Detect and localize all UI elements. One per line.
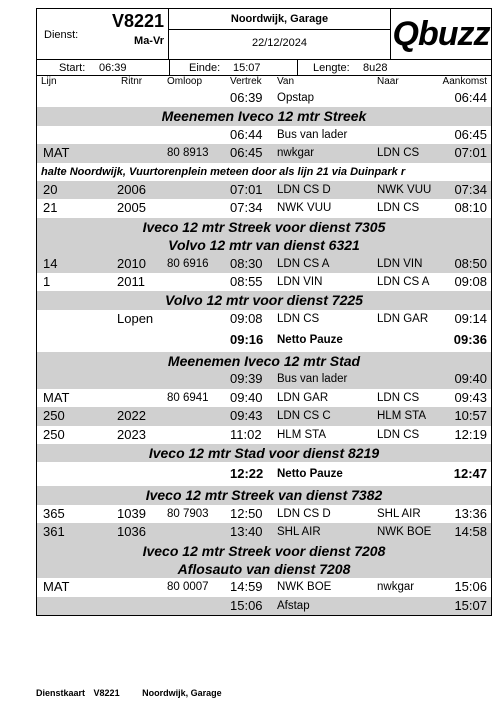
cell-naar: LDN GAR	[377, 312, 429, 325]
cell-aankomst: 14:58	[454, 524, 487, 540]
cell-omloop: 80 8913	[167, 147, 209, 160]
cell-aankomst: 06:45	[454, 126, 487, 142]
cell-aankomst: 13:36	[454, 505, 487, 521]
trip-row	[37, 426, 491, 444]
cell-ritnr: 1039	[117, 505, 146, 521]
cell-naar: LDN VIN	[377, 257, 423, 270]
cell-van: LDN GAR	[277, 391, 329, 404]
cell-lijn: 1	[43, 273, 51, 289]
cell-ritnr: 2010	[117, 255, 146, 271]
cell-van: LDN CS D	[277, 183, 331, 196]
end-label: Einde:	[189, 62, 221, 74]
cell-van: nwkgar	[277, 147, 315, 160]
pause-start: 12:22	[230, 466, 264, 482]
cell-aankomst: 07:34	[454, 181, 487, 197]
pause-start: 09:16	[230, 332, 264, 348]
cell-vertrek: 07:34	[230, 200, 263, 216]
cell-van: Bus van lader	[277, 373, 348, 386]
note-row	[37, 163, 491, 181]
trip-row	[37, 89, 491, 107]
col-naar: Naar	[377, 76, 399, 87]
col-vertrek: Vertrek	[230, 76, 262, 87]
cell-van: LDN CS A	[277, 257, 330, 270]
cell-naar: LDN CS	[377, 147, 420, 160]
section-title	[37, 444, 491, 462]
trip-row	[37, 505, 491, 523]
cell-van: NWK BOE	[277, 581, 332, 594]
trip-row	[37, 181, 491, 199]
col-aankomst: Aankomst	[442, 76, 487, 87]
location-cell	[169, 9, 391, 59]
trip-row	[37, 597, 491, 615]
cell-van: Opstap	[277, 92, 315, 104]
section-title-text: Meenemen Iveco 12 mtr Streek	[161, 108, 367, 125]
cell-lijn: 21	[43, 200, 58, 216]
section-title-text: Iveco 12 mtr Stad voor dienst 8219	[148, 445, 380, 462]
cell-omloop: 80 6941	[167, 391, 209, 404]
cell-vertrek: 09:39	[230, 371, 263, 387]
cell-omloop: 80 0007	[167, 581, 209, 594]
length-label: Lengte:	[313, 62, 350, 74]
cell-vertrek: 08:55	[230, 273, 263, 289]
trip-row	[37, 144, 491, 162]
cell-vertrek: 06:44	[230, 126, 263, 142]
header-block	[36, 8, 492, 60]
cell-ritnr: 2005	[117, 200, 146, 216]
cell-vertrek: 06:45	[230, 145, 263, 161]
footer-location: Noordwijk, Garage	[142, 688, 222, 698]
cell-van: LDN CS	[277, 312, 320, 325]
cell-vertrek: 15:06	[230, 597, 263, 613]
section-title	[37, 542, 491, 560]
col-omloop: Omloop	[167, 76, 203, 87]
cell-naar: SHL AIR	[377, 507, 421, 520]
cell-aankomst: 09:14	[454, 310, 487, 326]
column-header	[36, 76, 492, 89]
dienst-number: V8221	[111, 11, 164, 31]
cell-naar: NWK VUU	[377, 183, 432, 196]
dienst-label: Dienst:	[44, 29, 79, 41]
pause-row	[37, 462, 491, 486]
cell-vertrek: 09:40	[230, 389, 263, 405]
cell-lijn: MAT	[43, 579, 70, 595]
shift-info-bar	[36, 60, 492, 76]
cell-aankomst: 15:07	[454, 597, 487, 613]
dienst-cell	[37, 9, 169, 59]
trip-row	[37, 273, 491, 291]
cell-lijn: MAT	[43, 389, 70, 405]
section-title	[37, 352, 491, 370]
cell-van: HLM STA	[277, 428, 326, 441]
logo-cell	[391, 9, 491, 59]
length-value: 8u28	[363, 62, 388, 74]
cell-lijn: 250	[43, 426, 65, 442]
dienst-days: Ma-Vr	[134, 35, 164, 47]
section-title	[37, 486, 491, 504]
cell-naar: nwkgar	[377, 581, 415, 594]
page-footer	[36, 688, 242, 698]
info-divider	[297, 60, 298, 75]
section-title-text: Iveco 12 mtr Streek voor dienst 7208	[142, 542, 386, 559]
footer-label: Dienstkaart	[36, 688, 86, 698]
cell-omloop: 80 6916	[167, 257, 209, 270]
cell-vertrek: 06:39	[230, 90, 263, 105]
trip-table	[36, 89, 492, 616]
trip-row	[37, 523, 491, 541]
cell-naar: LDN CS	[377, 391, 420, 404]
col-van: Van	[277, 76, 295, 87]
cell-van: Bus van lader	[277, 128, 348, 141]
cell-aankomst: 07:01	[454, 145, 487, 161]
trip-row	[37, 370, 491, 388]
cell-van: SHL AIR	[277, 526, 321, 539]
header-divider	[169, 29, 390, 30]
cell-vertrek: 08:30	[230, 255, 263, 271]
trip-row	[37, 407, 491, 425]
section-title-text: Volvo 12 mtr voor dienst 7225	[165, 292, 363, 309]
cell-aankomst: 09:08	[454, 273, 487, 289]
end-time: 15:07	[233, 62, 261, 74]
info-divider	[169, 60, 170, 75]
trip-row	[37, 199, 491, 217]
cell-vertrek: 12:50	[230, 505, 263, 521]
pause-row	[37, 328, 491, 352]
cell-ritnr: 2006	[117, 181, 146, 197]
trip-row	[37, 255, 491, 273]
trip-row	[37, 310, 491, 328]
cell-van: NWK VUU	[277, 202, 332, 215]
start-time: 06:39	[99, 62, 127, 74]
section-title-text: Meenemen Iveco 12 mtr Stad	[167, 353, 361, 370]
col-lijn: Lijn	[41, 76, 57, 87]
cell-aankomst: 06:44	[454, 90, 487, 105]
cell-vertrek: 09:08	[230, 310, 263, 326]
cell-lijn: MAT	[43, 145, 70, 161]
cell-aankomst: 09:43	[454, 389, 487, 405]
cell-aankomst: 08:10	[454, 200, 487, 216]
section-title-text: Volvo 12 mtr van dienst 6321	[168, 237, 360, 254]
cell-lijn: 365	[43, 505, 65, 521]
trip-row	[37, 389, 491, 407]
cell-van: Afstap	[277, 599, 310, 612]
cell-van: LDN CS C	[277, 410, 331, 423]
cell-omloop: 80 7903	[167, 507, 209, 520]
section-title	[37, 236, 491, 254]
section-title-text: Iveco 12 mtr Streek voor dienst 7305	[142, 218, 386, 235]
cell-lijn: 14	[43, 255, 58, 271]
cell-vertrek: 11:02	[230, 426, 262, 442]
cell-naar: LDN CS A	[377, 275, 430, 288]
cell-ritnr: 1036	[117, 524, 146, 540]
trip-row	[37, 578, 491, 596]
cell-aankomst: 09:40	[454, 371, 487, 387]
cell-ritnr: 2011	[117, 273, 145, 289]
trip-row	[37, 126, 491, 144]
cell-naar: HLM STA	[377, 410, 426, 423]
cell-naar: LDN CS	[377, 202, 420, 215]
cell-naar: LDN CS	[377, 428, 420, 441]
section-title	[37, 291, 491, 309]
cell-aankomst: 08:50	[454, 255, 487, 271]
pause-end: 09:36	[453, 332, 487, 348]
pause-label: Netto Pauze	[277, 334, 343, 347]
cell-vertrek: 13:40	[230, 524, 263, 540]
cell-vertrek: 14:59	[230, 579, 263, 595]
pause-end: 12:47	[453, 466, 487, 482]
cell-van: LDN CS D	[277, 507, 331, 520]
footer-dienst: V8221	[93, 688, 120, 698]
cell-vertrek: 09:43	[230, 408, 263, 424]
section-title	[37, 218, 491, 236]
note-text: halte Noordwijk, Vuurtorenplein meteen door als lijn 21 via Duinpark r	[41, 165, 406, 178]
cell-aankomst: 15:06	[454, 579, 487, 595]
cell-lijn: 20	[43, 181, 58, 197]
col-ritnr: Ritnr	[121, 76, 143, 87]
cell-aankomst: 10:57	[454, 408, 487, 424]
cell-ritnr: Lopen	[117, 310, 154, 326]
section-title-text: Aflosauto van dienst 7208	[177, 560, 351, 577]
section-title	[37, 560, 491, 578]
cell-ritnr: 2022	[117, 408, 146, 424]
cell-naar: NWK BOE	[377, 526, 432, 539]
qbuzz-logo: Qbuzz	[392, 15, 490, 53]
section-title	[37, 107, 491, 125]
section-title-text: Iveco 12 mtr Streek van dienst 7382	[145, 487, 383, 504]
dienstkaart	[36, 8, 492, 616]
pause-label: Netto Pauze	[277, 468, 343, 481]
start-label: Start:	[59, 62, 86, 74]
cell-lijn: 361	[43, 524, 65, 540]
cell-lijn: 250	[43, 408, 65, 424]
cell-aankomst: 12:19	[454, 426, 487, 442]
cell-vertrek: 07:01	[230, 181, 263, 197]
cell-van: LDN VIN	[277, 275, 323, 288]
location-name: Noordwijk, Garage	[230, 13, 329, 25]
cell-ritnr: 2023	[117, 426, 146, 442]
date: 22/12/2024	[251, 37, 308, 49]
